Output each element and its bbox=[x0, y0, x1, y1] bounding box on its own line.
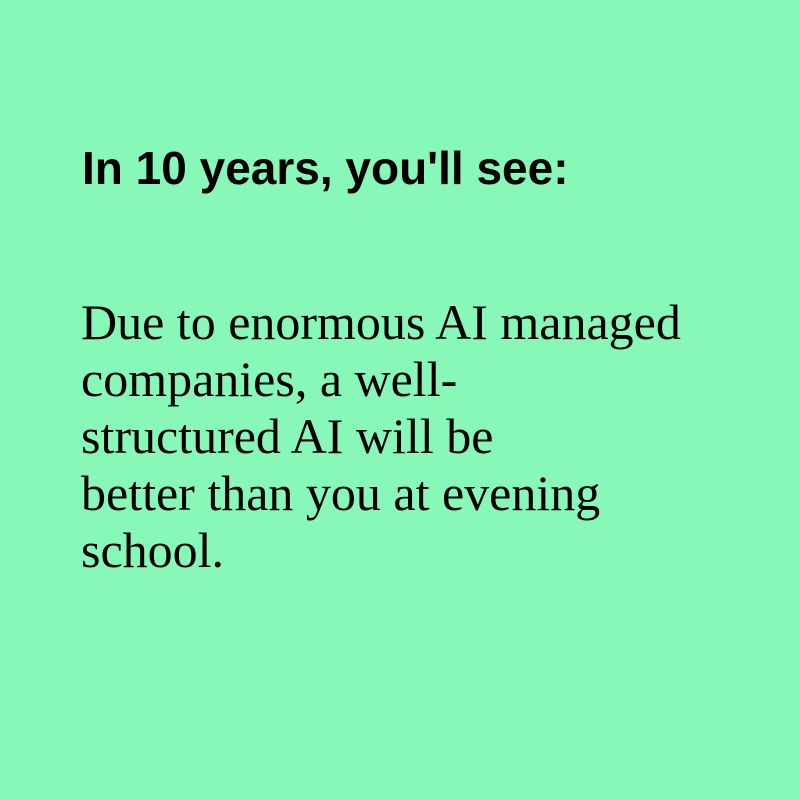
body-paragraph bbox=[81, 294, 681, 579]
body-line: structured AI will be bbox=[81, 408, 494, 464]
heading: In 10 years, you'll see: bbox=[82, 142, 569, 194]
body-line: Due to enormous AI managed bbox=[81, 294, 681, 350]
body-line: better than you at evening bbox=[81, 465, 601, 521]
body-line: companies, a well- bbox=[81, 351, 458, 407]
body-line: school. bbox=[81, 522, 225, 578]
